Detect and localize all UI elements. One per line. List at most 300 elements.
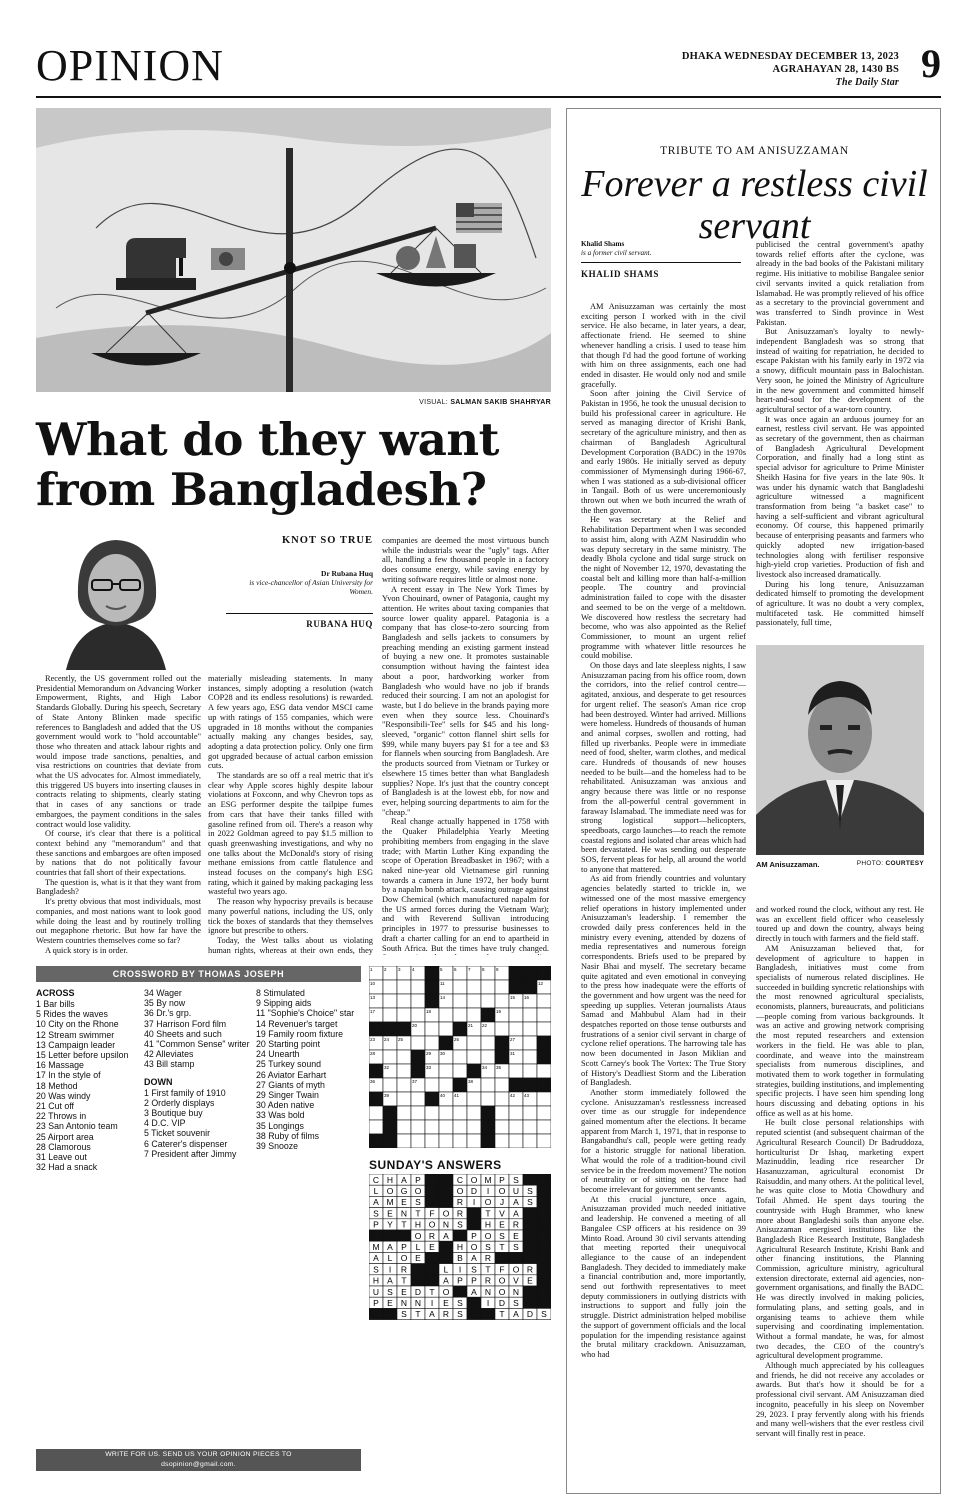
answer-letter: A: [429, 1309, 435, 1320]
answer-letter: A: [373, 1197, 379, 1208]
tribute-paragraph: But Anisuzzaman's loyalty to newly-independent Bangladesh was so strong that instead of waiting for repatriation, he decided to escape Pakistan with his family early in 1972 via a snowy, difficult mountain pass in Balochistan. Very soon, he joined the Ministry of Agriculture in the new government and committed himself heart-and-soul for the development of the agricultural sector of a war-torn country.: [756, 327, 924, 414]
grid-block: [425, 994, 439, 1008]
answer-block: [537, 1230, 551, 1241]
grid-cell[interactable]: [425, 1036, 439, 1050]
answer-letter: N: [484, 1286, 492, 1297]
answer-letter: A: [443, 1275, 449, 1286]
grid-cell[interactable]: [495, 1106, 509, 1120]
grid-block: [411, 1050, 425, 1064]
grid-number: 28: [370, 1051, 376, 1056]
grid-cell[interactable]: [453, 1064, 467, 1078]
grid-cell[interactable]: [523, 1036, 537, 1050]
answer-letter: A: [387, 1242, 393, 1252]
answer-block: [439, 1241, 453, 1252]
grid-cell[interactable]: [509, 1064, 523, 1078]
grid-cell[interactable]: [537, 1134, 551, 1148]
article-paragraph: A quick story is in order.: [45, 945, 128, 955]
answer-letter: A: [471, 1253, 477, 1264]
answer-letter: A: [373, 1253, 379, 1264]
article-column-1: [36, 674, 201, 955]
grid-cell[interactable]: [425, 1120, 439, 1134]
submission-note: [36, 1449, 361, 1471]
grid-block: [467, 1064, 481, 1078]
grid-cell[interactable]: [509, 1134, 523, 1148]
grid-cell[interactable]: [397, 994, 411, 1008]
photo-caption: [756, 860, 924, 872]
grid-number: 17: [370, 1009, 376, 1014]
crossword-grid[interactable]: [369, 966, 551, 1148]
clue: 34 Wager: [144, 988, 182, 998]
article-column-2: [208, 674, 373, 955]
answer-letter: O: [414, 1186, 422, 1196]
answer-letter: I: [472, 1197, 476, 1208]
author-portrait: [36, 522, 196, 670]
clue: 20 Was windy: [36, 1090, 91, 1101]
grid-cell[interactable]: [537, 1092, 551, 1106]
grid-block: [453, 1078, 467, 1092]
answer-letter: O: [498, 1275, 506, 1286]
grid-cell[interactable]: [481, 994, 495, 1008]
page-number: 9: [921, 41, 941, 86]
grid-cell[interactable]: [467, 980, 481, 994]
answer-letter: S: [485, 1242, 491, 1252]
answer-letter: H: [484, 1219, 492, 1230]
answer-block: [523, 1286, 537, 1297]
answer-letter: P: [471, 1275, 477, 1286]
grid-block: [509, 966, 523, 980]
author-bio: [226, 569, 373, 596]
grid-cell[interactable]: [439, 1120, 453, 1134]
grid-cell[interactable]: [495, 1134, 509, 1148]
answer-letter: O: [484, 1197, 492, 1208]
tribute-column-1: [581, 302, 746, 1482]
answer-block: [537, 1297, 551, 1308]
answer-block: [537, 1264, 551, 1275]
clue: 29 Singer Twain: [256, 1090, 319, 1101]
grid-cell[interactable]: [425, 1134, 439, 1148]
grid-cell[interactable]: [411, 1008, 425, 1022]
grid-number: 39: [384, 1093, 390, 1098]
grid-cell[interactable]: [397, 1050, 411, 1064]
grid-cell[interactable]: [523, 1064, 537, 1078]
tribute-paragraph: At this crucial juncture, once again, Anisuzzaman provided much needed initiative and leadership. He convened a meeting of all Bangalee CSP officers at his residence on 39 Minto Road. Around 30 civil servants attending that meeting reported their unequivocal allegiance to the cause of an independent Bangladesh. They decided to immediately make a financial contribution and, more importantly, send out forthwith representatives to meet deputy commissioners in outlying districts with instructions to support and fully join the struggle. District administration helped mobilise the support of government officials and the local population for the impending resistance against the brutal military crackdown. Anisuzzaman, who had: [581, 1194, 746, 1359]
grid-number: 7: [468, 967, 471, 972]
article-paragraph: Today, the West talks about us violating human rights, whereas at their own ends, they: [208, 935, 373, 955]
answer-block: [383, 1308, 397, 1319]
article-paragraph: The reason why hypocrisy prevails is because many powerful nations, including the US, only tick the boxes of standards that they themselves ignore but prescribe to others.: [208, 897, 373, 936]
grid-block: [537, 1078, 551, 1092]
answer-letter: O: [470, 1242, 478, 1252]
grid-cell[interactable]: [509, 1008, 523, 1022]
article-paragraph: Of course, it's clear that there is a political context behind any "memorandum" and that these sanctions and embargoes are often imposed by nations that do not politically favour countries that fall short of their expectations.: [36, 829, 201, 878]
tribute-headline: Forever a restless civil servant: [581, 163, 928, 247]
clue: 25 Airport area: [36, 1131, 94, 1142]
grid-block: [481, 1008, 495, 1022]
answer-letter: S: [513, 1174, 519, 1185]
clue: 35 By now: [144, 998, 186, 1009]
answer-letter: P: [471, 1230, 477, 1241]
across-down-clues-column-2: [144, 988, 254, 1159]
answer-letter: H: [386, 1174, 394, 1185]
grid-cell[interactable]: [537, 994, 551, 1008]
answer-block: [537, 1185, 551, 1196]
author-name: Dr Rubana Huq: [321, 569, 373, 578]
clue: 32 Had a snack: [36, 1162, 98, 1173]
grid-cell[interactable]: [439, 1022, 453, 1036]
answer-letter: P: [373, 1219, 379, 1230]
grid-number: 31: [510, 1051, 516, 1056]
answer-block: [537, 1196, 551, 1207]
answer-letter: R: [526, 1264, 534, 1275]
answer-letter: B: [457, 1253, 463, 1264]
answer-block: [411, 1275, 425, 1286]
answer-letter: O: [442, 1208, 450, 1219]
grid-cell[interactable]: [509, 1120, 523, 1134]
grid-number: 18: [426, 1009, 432, 1014]
byline-divider: [226, 613, 373, 614]
grid-cell[interactable]: [383, 1008, 397, 1022]
clue: 11 "Sophie's Choice" star: [256, 1008, 355, 1019]
answer-letter: N: [400, 1208, 408, 1219]
answer-letter: S: [415, 1197, 421, 1208]
grid-cell[interactable]: [481, 1092, 495, 1106]
grid-cell[interactable]: [369, 1120, 383, 1134]
grid-cell[interactable]: [397, 1106, 411, 1120]
grid-cell[interactable]: [397, 1134, 411, 1148]
tribute-paragraph: He built close personal relationships with reputed scientist (and subsequent chairman of the Agricultural Research Council) Dr Badruddoza, horticulturist Dr Ishaq, marketing expert Mazinuddin, leading rice researcher Dr Hasanuzzaman, agricultural economist Dr Raisuddin, and many others. At the political level, he was quite close to Motia Chowdhury and Tofail Ahmed. He spent days touring the countryside with Hugh Brammer, who knew more about Bangladeshi soils than anyone else. Anisuzzaman energised institutions like the Bangladesh Rice Research Institute, Bangladesh Agricultural Research Institute, Krishi Bank and other financing institutions, the Planning Commission, agriculture ministry, agricultural extension directorate, external aid agencies, non-government organisations, and finally the BADC. He was directly involved in making policies, formulating plans, and setting goals, and in organising teams to achieve them while supervising and coordinating implementation. Without a formal mandate, he was, for almost two decades, the CEO of the country's agricultural development programme.: [756, 1118, 924, 1361]
clue: 38 Ruby of films: [256, 1130, 320, 1141]
answer-letter: E: [443, 1298, 449, 1308]
tribute-paragraph: He was secretary at the Relief and Rehabilitation Department when I was seconded to assist him, along with AZM Nasiruddin who was deputy secretary in the same ministry. The deadly Bhola cyclone and tidal surge struck on the night of November 12, 1970, devastating the coastal belt and killing more than half-a-million people. The country and provincial administration failed to cope with the disaster and seemed to be on the verge of a meltdown. We discovered how restless the secretary had become, who was also appointed as the Relief Commissioner, to mount an urgent relief programme with whatever little resources he could mobilise.: [581, 515, 746, 661]
answer-letter: A: [443, 1230, 449, 1241]
grid-number: 11: [440, 981, 445, 986]
grid-cell[interactable]: [411, 1134, 425, 1148]
grid-number: 14: [440, 995, 446, 1000]
answer-block: [467, 1308, 481, 1319]
answer-block: [425, 1252, 439, 1263]
crossword-section: [36, 966, 361, 1474]
grid-block: [537, 1050, 551, 1064]
grid-cell[interactable]: [523, 1106, 537, 1120]
grid-cell[interactable]: [453, 994, 467, 1008]
answer-letter: P: [373, 1298, 379, 1308]
grid-cell[interactable]: [481, 1050, 495, 1064]
grid-cell[interactable]: [397, 1120, 411, 1134]
answer-letter: R: [512, 1219, 520, 1230]
grid-number: 20: [412, 1023, 418, 1028]
dateline: [682, 50, 899, 89]
grid-cell[interactable]: [411, 980, 425, 994]
grid-cell[interactable]: [495, 1092, 509, 1106]
grid-cell[interactable]: [383, 980, 397, 994]
answer-letter: E: [401, 1286, 407, 1297]
answer-letter: O: [442, 1286, 450, 1297]
answer-letter: O: [456, 1186, 464, 1196]
grid-cell[interactable]: [537, 1022, 551, 1036]
answer-letter: Y: [387, 1219, 393, 1230]
tribute-paragraph: AM Anisuzzaman was certainly the most exciting person I worked with in the civil service. He also became, in later years, a dear, affectionate friend. He seemed to shine whenever handling a crisis. I used to tease him that though I'd had the good fortune of working with him on three assignments, each one had ended in disaster. He would only nod and smile gracefully.: [581, 302, 746, 389]
grid-cell[interactable]: [537, 1120, 551, 1134]
grid-cell[interactable]: [523, 1120, 537, 1134]
clue: 1 First family of 1910: [144, 1087, 226, 1098]
grid-cell[interactable]: [481, 980, 495, 994]
grid-block: [397, 1022, 411, 1036]
answer-letter: A: [401, 1174, 407, 1185]
tribute-kicker: TRIBUTE TO AM ANISUZZAMAN: [660, 145, 849, 157]
answer-letter: M: [484, 1174, 492, 1185]
answer-block: [425, 1174, 439, 1185]
answer-letter: I: [430, 1298, 434, 1308]
clue: 36 Dr.'s grp.: [144, 1008, 192, 1019]
clue: 9 Sipping aids: [256, 998, 312, 1009]
grid-cell[interactable]: [425, 1106, 439, 1120]
answer-letter: P: [415, 1174, 421, 1185]
answer-letter: S: [457, 1309, 463, 1320]
answer-letter: E: [527, 1275, 533, 1286]
grid-cell[interactable]: [523, 1008, 537, 1022]
clue: 14 Revenuer's target: [256, 1018, 338, 1029]
grid-number: 12: [538, 981, 544, 986]
answer-letter: L: [387, 1253, 393, 1264]
grid-cell[interactable]: [467, 1120, 481, 1134]
submission-email[interactable]: dsopinion@gmail.com.: [161, 1461, 236, 1468]
answer-letter: H: [456, 1242, 464, 1252]
grid-cell[interactable]: [481, 1078, 495, 1092]
tribute-box: [566, 108, 941, 1494]
clue: 12 Stream swimmer: [36, 1029, 115, 1040]
photo-credit: [857, 860, 924, 867]
grid-cell[interactable]: [467, 1106, 481, 1120]
grid-cell[interactable]: [537, 1008, 551, 1022]
grid-cell[interactable]: [453, 980, 467, 994]
answer-letter: T: [499, 1242, 505, 1252]
answer-block: [453, 1286, 467, 1297]
grid-number: 37: [412, 1079, 418, 1084]
photo-credit-label: PHOTO:: [856, 860, 884, 867]
grid-number: 29: [426, 1051, 432, 1056]
clue: 22 Throws in: [36, 1111, 87, 1122]
grid-cell[interactable]: [495, 1022, 509, 1036]
answer-letter: I: [388, 1264, 392, 1275]
grid-number: 5: [440, 967, 443, 972]
answer-letter: R: [484, 1253, 492, 1264]
grid-cell[interactable]: [397, 1078, 411, 1092]
column-name: KNOT SO TRUE: [282, 535, 373, 546]
grid-cell[interactable]: [397, 980, 411, 994]
grid-cell[interactable]: [411, 1092, 425, 1106]
grid-number: 33: [426, 1065, 432, 1070]
clue: 7 President after Jimmy: [144, 1148, 237, 1159]
grid-cell[interactable]: [495, 994, 509, 1008]
grid-cell[interactable]: [397, 1092, 411, 1106]
answer-letter: D: [526, 1309, 534, 1320]
clue: 16 Massage: [36, 1060, 84, 1071]
article-paragraph: companies are deemed the most virtuous bunch while the industrials wear the "ugly" tags. After all, handling a few thousand people in a factory does consume energy, while saving energy by writing software requires little or almost none.: [382, 536, 549, 584]
grid-cell[interactable]: [453, 1106, 467, 1120]
grid-cell[interactable]: [383, 1078, 397, 1092]
clue: 43 Bill stamp: [144, 1059, 195, 1070]
grid-cell[interactable]: [439, 1134, 453, 1148]
grid-cell[interactable]: [467, 1050, 481, 1064]
tribute-paragraph: During his long tenure, Anisuzzaman dedicated himself to promoting the development of agriculture. It was no doubt a very complex, multifaceted task. He committed himself passionately, full time,: [756, 579, 924, 628]
answer-letter: S: [499, 1230, 505, 1241]
answer-letter: O: [428, 1219, 436, 1230]
answer-letter: E: [429, 1242, 435, 1252]
answer-block: [467, 1219, 481, 1230]
grid-number: 13: [370, 995, 376, 1000]
grid-block: [369, 1022, 383, 1036]
grid-cell[interactable]: [523, 1134, 537, 1148]
grid-number: 4: [412, 967, 415, 972]
grid-cell[interactable]: [467, 994, 481, 1008]
grid-cell[interactable]: [495, 1078, 509, 1092]
answer-letter: C: [372, 1174, 380, 1185]
grid-cell[interactable]: [425, 1078, 439, 1092]
clue: 40 Sheets and such: [144, 1028, 222, 1039]
answer-letter: E: [401, 1197, 407, 1208]
answer-letter: F: [429, 1208, 435, 1219]
grid-block: [453, 1022, 467, 1036]
answer-letter: R: [442, 1309, 450, 1320]
grid-number: 35: [496, 1065, 502, 1070]
grid-cell[interactable]: [481, 1036, 495, 1050]
grid-cell[interactable]: [439, 1106, 453, 1120]
clue: 31 Leave out: [36, 1152, 87, 1163]
grid-cell[interactable]: [439, 1008, 453, 1022]
answer-letter: V: [513, 1275, 519, 1286]
grid-block: [425, 966, 439, 980]
grid-cell[interactable]: [439, 1078, 453, 1092]
answer-letter: S: [541, 1309, 547, 1320]
answer-letter: E: [387, 1298, 393, 1308]
grid-block: [369, 1064, 383, 1078]
grid-block: [509, 980, 523, 994]
clue: 28 Clamorous: [36, 1141, 91, 1152]
grid-number: 3: [398, 967, 401, 972]
clue: 33 Was bold: [256, 1110, 305, 1121]
answer-letter: V: [499, 1208, 505, 1219]
answer-letter: A: [513, 1309, 519, 1320]
grid-cell[interactable]: [383, 1050, 397, 1064]
grid-cell[interactable]: [537, 1106, 551, 1120]
grid-cell[interactable]: [397, 1064, 411, 1078]
answer-block: [537, 1208, 551, 1219]
grid-number: 23: [370, 1037, 376, 1042]
clue: 23 San Antonio team: [36, 1121, 118, 1132]
answer-block: [523, 1208, 537, 1219]
answer-block: [425, 1185, 439, 1196]
grid-cell[interactable]: [453, 1050, 467, 1064]
tribute-paragraph: publicised the central government's apathy towards relief efforts after the cyclone, was already in the bad books of the Pakistani military regime. His initiative to mobilise Bangalee senior civil servants invited a quick retaliation from Islamabad. He was promptly relieved of his office as a secretary to the provincial government and was transferred to Sindh province in West Pakistan.: [756, 240, 924, 327]
illustration-credit-label: VISUAL:: [419, 399, 449, 406]
clue: 19 Family room fixture: [256, 1028, 344, 1039]
grid-cell[interactable]: [523, 1022, 537, 1036]
grid-cell[interactable]: [425, 1022, 439, 1036]
grid-block: [523, 966, 537, 980]
grid-cell[interactable]: [453, 1120, 467, 1134]
grid-cell[interactable]: [467, 1092, 481, 1106]
author-description: is vice-chancellor of Asian University for Women.: [249, 578, 373, 596]
answer-letter: O: [512, 1264, 520, 1275]
grid-cell[interactable]: [495, 1120, 509, 1134]
tribute-author-bio: [581, 240, 741, 257]
grid-cell[interactable]: [453, 1008, 467, 1022]
paper-name: The Daily Star: [835, 77, 899, 88]
answer-letter: P: [499, 1174, 505, 1185]
clue: 37 Harrison Ford film: [144, 1018, 227, 1029]
grid-number: 43: [524, 1093, 530, 1098]
answer-letter: H: [414, 1219, 422, 1230]
grid-number: 8: [482, 967, 485, 972]
answer-letter: S: [373, 1264, 379, 1275]
answer-letter: J: [499, 1197, 505, 1208]
grid-cell[interactable]: [509, 1022, 523, 1036]
across-heading: ACROSS: [36, 988, 75, 998]
clue: 30 Aden native: [256, 1100, 315, 1111]
answer-letter: R: [484, 1275, 492, 1286]
answer-letter: O: [386, 1186, 394, 1196]
photo-caption-text: AM Anisuzzaman.: [756, 860, 820, 869]
answer-letter: O: [400, 1253, 408, 1264]
tribute-paragraph: On those days and late sleepless nights, I saw Anisuzzaman pacing from his office room, down the corridors, into the relief control centre—agitated, anxious, and desperate to get resources for urgent relief. The season's Aman rice crop had been destroyed. Winter had arrived. Millions were homeless. Hundreds of thousands of human and animal corpses, swollen and rotting, had filled up riverbanks. People were in immediate need of food, shelter, warm clothes, and medical care. Hundreds of thousands of new houses needed to be built—and the homeless had to be rehabilitated. Anisuzzaman was anxious and angry because there was little or no response from the all-powerful central government in faraway Islamabad. The immediate need was for strong logistical support—helicopters, speedboats, cargo launches—to reach the remote coastal regions and isolated char areas which had been devastated. He was sending out desperate SOS, fervent pleas for help, all around the world to anyone that mattered.: [581, 661, 746, 874]
tribute-paragraph: As aid from friendly countries and voluntary agencies belatedly started to trickle in, we witnessed one of the most massive emergency relief operations in history implemented under Anisuzzaman's leadership. I remember the crowded daily press conferences held in the ministry every evening, attended by dozens of media representatives and numerous foreign correspondents. Briefs used to be prepared by Nasir Bhai and myself. The secretary became quite agitated and even emotional in conveying to the press how inadequate were the efforts of the government and how urgent was the need for speeding up supplies. Veteran journalists Ataus Samad and Mahbubul Alam had in their despatches reported on those tense outbursts and frustrations of a senior civil servant in charge of cyclone relief operations. The harrowing tale has now been documented in Jason Miklian and Scott Carney's book The Vortex: The True Story of History's Deadliest Storm and the Liberation of Bangladesh.: [581, 874, 746, 1088]
down-heading: DOWN: [144, 1076, 173, 1087]
grid-cell[interactable]: [467, 1036, 481, 1050]
grid-block: [481, 1134, 495, 1148]
clue: 6 Caterer's dispenser: [144, 1138, 228, 1149]
grid-cell[interactable]: [411, 1120, 425, 1134]
answer-block: [425, 1196, 439, 1207]
grid-cell[interactable]: [439, 1064, 453, 1078]
grid-cell[interactable]: [383, 994, 397, 1008]
grid-cell[interactable]: [495, 980, 509, 994]
grid-block: [495, 1050, 509, 1064]
grid-cell[interactable]: [523, 1050, 537, 1064]
article-byline: RUBANA HUQ: [306, 619, 373, 629]
answer-letter: L: [415, 1242, 421, 1252]
answer-letter: S: [471, 1264, 477, 1275]
grid-cell[interactable]: [537, 1064, 551, 1078]
grid-number: 27: [510, 1037, 516, 1042]
grid-cell[interactable]: [453, 1134, 467, 1148]
article-headline: What do they want from Bangladesh?: [36, 413, 499, 516]
clue: 24 Unearth: [256, 1049, 300, 1060]
grid-cell[interactable]: [411, 1106, 425, 1120]
grid-cell[interactable]: [467, 1008, 481, 1022]
article-paragraph: The question is, what is it that they want from Bangladesh?: [36, 877, 201, 897]
tribute-byline: KHALID SHAMS: [581, 269, 659, 279]
clue: 5 Rides the waves: [36, 1009, 108, 1020]
grid-cell[interactable]: [467, 1134, 481, 1148]
grid-number: 38: [468, 1079, 474, 1084]
answer-block: [523, 1174, 537, 1185]
answer-letter: T: [415, 1309, 421, 1320]
grid-cell[interactable]: [411, 1036, 425, 1050]
clue: 1 Bar bills: [36, 999, 75, 1009]
clue: 39 Snooze: [256, 1141, 299, 1152]
grid-number: 1: [370, 967, 373, 972]
clue: 26 Aviator Earhart: [256, 1069, 327, 1080]
grid-cell[interactable]: [397, 1008, 411, 1022]
illustration-artist: SALMAN SAKIB SHAHRYAR: [450, 399, 551, 406]
answer-block: [523, 1219, 537, 1230]
article-paragraph: Recently, the US government rolled out the Presidential Memorandum on Advancing Worker Empowerment, Rights, and High Labor Standards Globally. During his speech, Secretary of State Antony Blinken made specific references to Bangladesh and added that the US government would work to "hold accountable" those who threaten and attack labour rights and would impose trade sanctions, penalties, and visa restrictions on countries that deviate from what the US advocates for. Almost immediately, this triggered US buyers into inserting clauses in contracts relating to shipments, clearly stating that in cases of any sanctions or trade embargoes, the payment conditions in the sales contract would lose validity.: [36, 674, 201, 829]
grid-cell[interactable]: [411, 994, 425, 1008]
answers-grid: [369, 1174, 551, 1320]
grid-cell[interactable]: [509, 1106, 523, 1120]
answer-letter: U: [512, 1186, 520, 1196]
grid-cell[interactable]: [369, 1106, 383, 1120]
